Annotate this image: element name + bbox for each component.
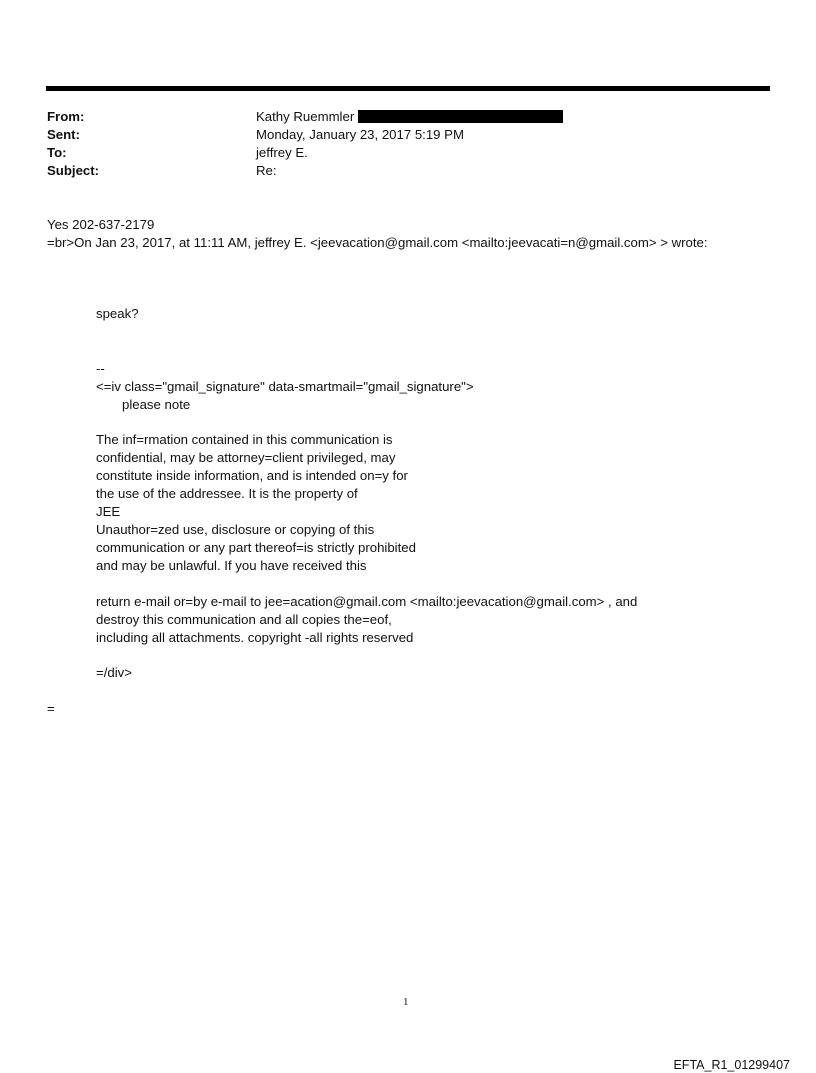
confidentiality-line: and may be unlawful. If you have received this bbox=[96, 558, 367, 573]
confidentiality-line: Unauthor=zed use, disclosure or copying of this bbox=[96, 522, 375, 537]
to-row bbox=[47, 144, 747, 162]
subject-row bbox=[47, 162, 747, 180]
sent-row bbox=[47, 126, 747, 144]
sent-label: Sent: bbox=[47, 127, 80, 142]
from-label: From: bbox=[47, 109, 85, 124]
redaction-box bbox=[358, 110, 563, 123]
confidentiality-line: The inf=rmation contained in this communication is bbox=[96, 432, 393, 447]
email-header bbox=[47, 108, 747, 180]
sender-name: Kathy Ruemmler bbox=[256, 109, 355, 124]
to-label: To: bbox=[47, 145, 67, 160]
reply-line: Yes 202-637-2179 bbox=[47, 217, 155, 232]
quote-intro-line: =br>On Jan 23, 2017, at 11:11 AM, jeffrey E. <jeevacation@gmail.com <mailto:jeevacati=n@gmail.com> > wrote: bbox=[47, 235, 708, 250]
return-line: destroy this communication and all copies the=eof, bbox=[96, 612, 392, 627]
signature-dashes: -- bbox=[96, 361, 105, 376]
confidentiality-line: JEE bbox=[96, 504, 121, 519]
trailing-equals: = bbox=[47, 701, 55, 716]
page-number: 1 bbox=[403, 996, 409, 1008]
confidentiality-line: communication or any part thereof=is strictly prohibited bbox=[96, 540, 416, 555]
return-paragraph bbox=[96, 593, 776, 647]
email-body bbox=[47, 216, 787, 252]
signature-div-open: <=iv class="gmail_signature" data-smartmail="gmail_signature"> bbox=[96, 379, 474, 394]
top-rule bbox=[46, 86, 770, 91]
subject-value: Re: bbox=[256, 163, 277, 178]
confidentiality-paragraph bbox=[96, 431, 776, 575]
confidentiality-line: the use of the addressee. It is the property of bbox=[96, 486, 358, 501]
confidentiality-line: constitute inside information, and is intended on=y for bbox=[96, 468, 408, 483]
bates-number: EFTA_R1_01299407 bbox=[673, 1058, 790, 1072]
quoted-speak: speak? bbox=[96, 306, 139, 321]
return-line: including all attachments. copyright -all rights reserved bbox=[96, 630, 414, 645]
please-note: please note bbox=[122, 397, 191, 412]
sent-value: Monday, January 23, 2017 5:19 PM bbox=[256, 127, 464, 142]
confidentiality-line: confidential, may be attorney=client privileged, may bbox=[96, 450, 396, 465]
to-value: jeffrey E. bbox=[256, 145, 308, 160]
from-value bbox=[256, 108, 563, 126]
from-row bbox=[47, 108, 747, 126]
return-line: return e-mail or=by e-mail to jee=acation@gmail.com <mailto:jeevacation@gmail.com> , and bbox=[96, 594, 638, 609]
signature-div-close: =/div> bbox=[96, 665, 132, 680]
subject-label: Subject: bbox=[47, 163, 100, 178]
